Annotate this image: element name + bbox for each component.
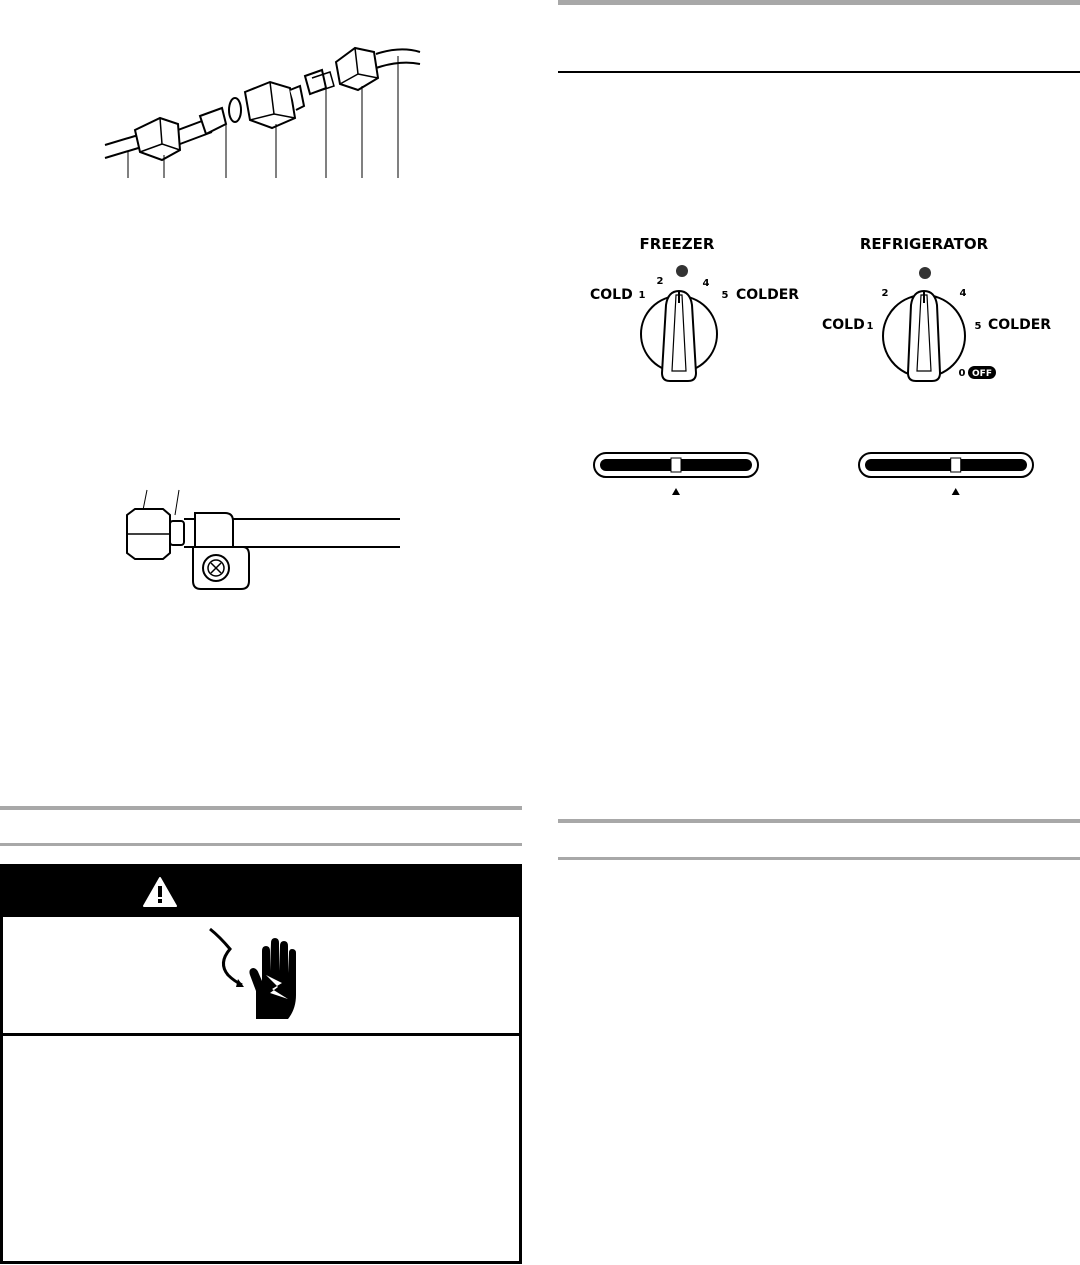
section-rule-bottom (0, 843, 522, 846)
freezer-slider (594, 453, 758, 495)
refrigerator-num-5: 5 (974, 321, 982, 332)
warning-header (3, 867, 519, 917)
freezer-slider-arrow (672, 488, 680, 495)
refrigerator-indicator-dot (919, 267, 931, 279)
warning-triangle-icon (142, 876, 178, 908)
right-section-rule-2-top (558, 819, 1080, 823)
freezer-title: FREEZER (639, 235, 715, 253)
tube-fitting-illustration (100, 40, 430, 185)
refrigerator-left-label: COLD (822, 317, 865, 333)
freezer-num-5: 5 (721, 290, 729, 301)
section-rule-top (0, 806, 522, 810)
warning-box (0, 864, 522, 1264)
refrigerator-title: REFRIGERATOR (859, 235, 989, 253)
freezer-num-4: 4 (702, 278, 710, 289)
refrigerator-slider (859, 453, 1033, 495)
freezer-num-2: 2 (656, 276, 664, 287)
refrigerator-slider-thumb (951, 458, 961, 472)
valve-clamp-illustration (115, 485, 410, 595)
refrigerator-num-2: 2 (881, 288, 889, 299)
refrigerator-off-text: OFF (972, 369, 992, 379)
refrigerator-slider-arrow (952, 488, 960, 495)
refrigerator-right-label: COLDER (988, 317, 1052, 333)
freezer-indicator-dot (676, 265, 688, 277)
freezer-slider-thumb (671, 458, 681, 472)
temperature-controls-illustration (560, 225, 1080, 515)
freezer-right-label: COLDER (736, 287, 800, 303)
freezer-num-1: 1 (638, 290, 646, 301)
right-section-rule-top (558, 0, 1080, 5)
freezer-left-label: COLD (590, 287, 633, 303)
right-section-rule-2-bottom (558, 857, 1080, 860)
warning-icon-area (3, 917, 519, 1036)
refrigerator-num-0: 0 (958, 368, 966, 379)
right-section-rule-underline (558, 71, 1080, 73)
refrigerator-dial (822, 235, 1051, 381)
refrigerator-num-4: 4 (959, 288, 967, 299)
electrical-shock-hand-icon (208, 919, 298, 1029)
refrigerator-num-1: 1 (866, 321, 874, 332)
freezer-dial (590, 235, 799, 381)
